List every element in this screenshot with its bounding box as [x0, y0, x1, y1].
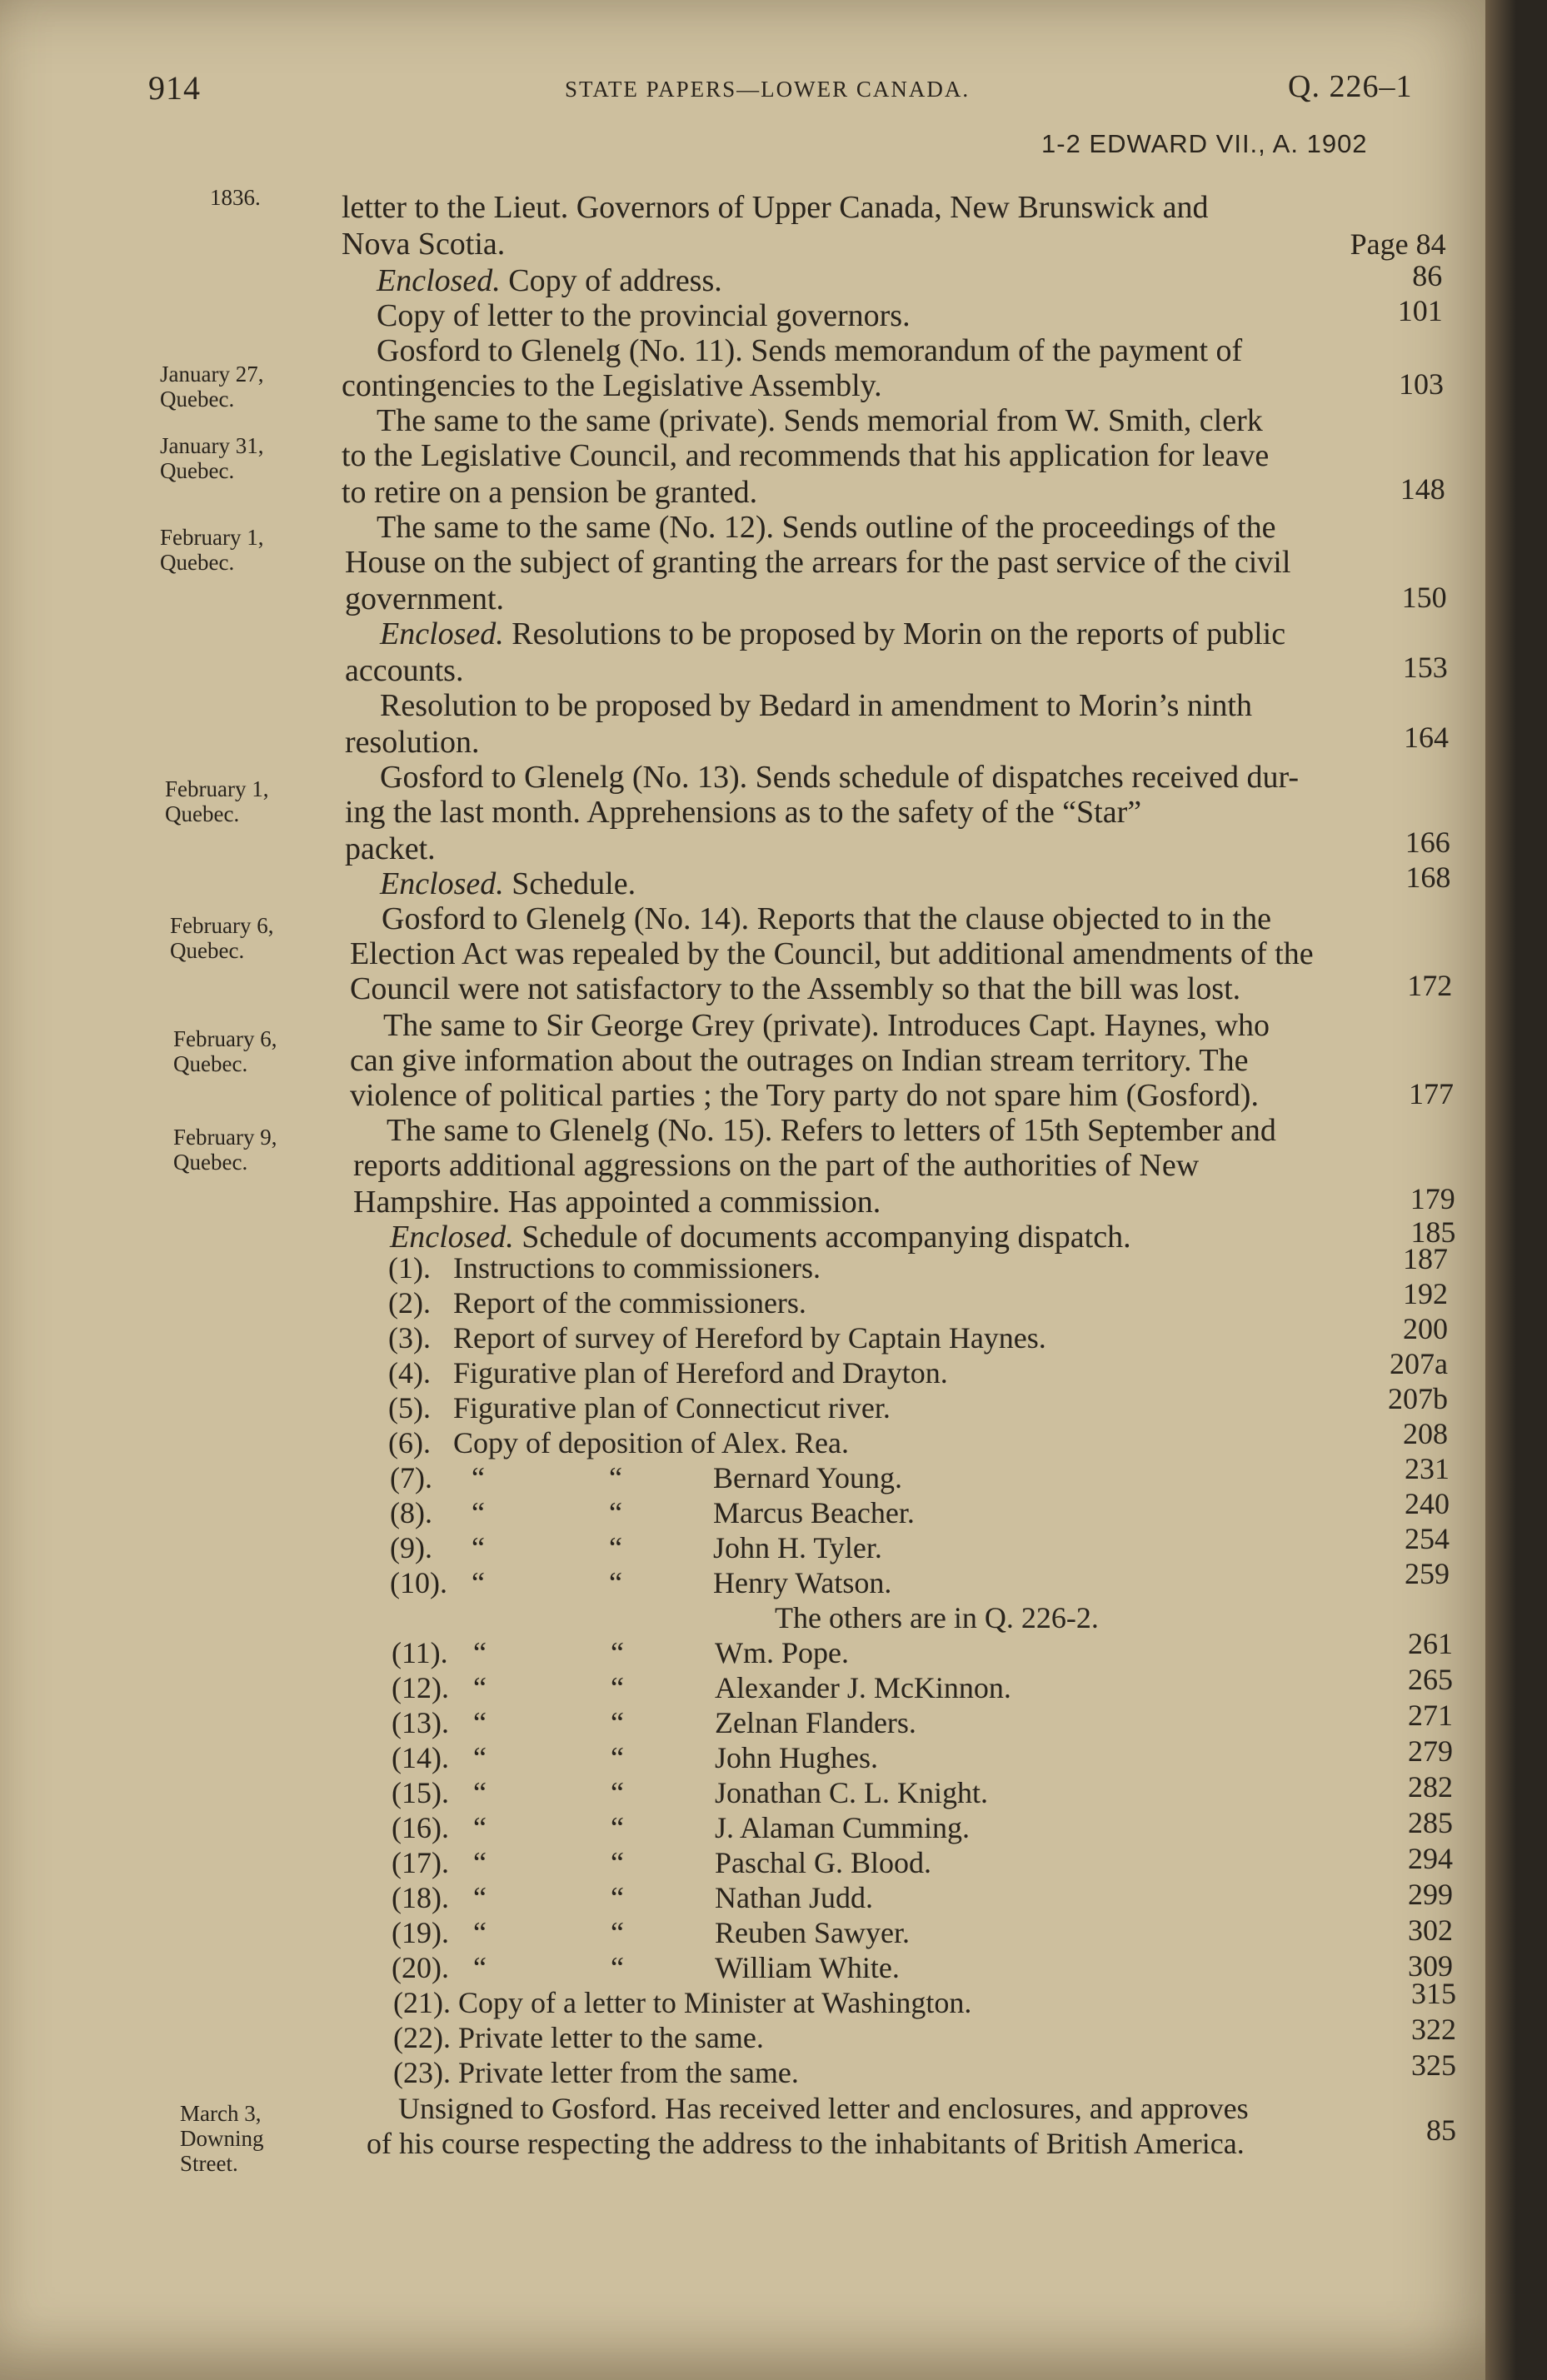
ditto-marks: “ “: [472, 1461, 622, 1494]
line-text: Election Act was repealed by the Council, but additional amendments of the: [350, 936, 1314, 971]
ditto-marks: “ “: [473, 1741, 624, 1774]
item-number: (6).: [388, 1426, 431, 1459]
text-line: [342, 438, 1269, 473]
item-number: (23).: [393, 2056, 451, 2089]
item-text: Private letter to the same.: [458, 2021, 764, 2054]
ditto-marks: “ “: [473, 1671, 624, 1704]
text-line: [383, 1008, 1270, 1043]
ditto-marks: “ “: [473, 1881, 624, 1914]
page-reference: 285: [1408, 1806, 1453, 1839]
margin-note: February 1, Quebec.: [165, 776, 269, 826]
text-line: [350, 971, 1240, 1006]
deponent-name: Henry Watson.: [713, 1566, 892, 1599]
page-reference: 86: [1412, 259, 1443, 292]
page-reference: 325: [1411, 2048, 1456, 2082]
item-text: Figurative plan of Connecticut river.: [453, 1391, 891, 1425]
text-line: [377, 403, 1263, 438]
line-text: to the Legislative Council, and recommends that his application for leave: [342, 438, 1270, 473]
deposition-item: [392, 1951, 900, 1984]
deponent-name: Bernard Young.: [713, 1461, 903, 1494]
text-line: [353, 1185, 881, 1220]
deposition-item: [392, 1776, 988, 1809]
deponent-name: Jonathan C. L. Knight.: [715, 1776, 988, 1809]
volume-reference: Q. 226–1: [1288, 69, 1413, 104]
page-reference: 164: [1404, 721, 1449, 754]
text-line: [380, 688, 1252, 723]
page-reference: 179: [1410, 1182, 1455, 1215]
line-text: House on the subject of granting the arrears for the past service of the civil: [345, 545, 1291, 580]
deponent-name: Wm. Pope.: [715, 1636, 849, 1669]
text-line: [380, 616, 1285, 651]
margin-note: February 1, Quebec.: [160, 525, 264, 575]
page-reference: 261: [1408, 1627, 1453, 1660]
ditto-marks: “ “: [473, 1811, 624, 1844]
text-line: [377, 298, 911, 333]
text-line: [377, 510, 1276, 545]
item-number: (18).: [392, 1881, 449, 1914]
deponent-name: Reuben Sawyer.: [715, 1916, 910, 1949]
text-line: [345, 581, 504, 616]
item-text: Private letter from the same.: [458, 2056, 799, 2089]
ditto-marks: “ “: [472, 1566, 622, 1599]
page-reference: 153: [1402, 651, 1448, 684]
item-number: (10).: [390, 1566, 447, 1599]
line-text: contingencies to the Legislative Assembly.: [342, 368, 882, 403]
text-line: [345, 725, 479, 760]
page-number: 914: [148, 69, 201, 107]
enclosure-item: [393, 2021, 764, 2054]
ditto-marks: “ “: [473, 1846, 624, 1879]
line-text: Council were not satisfactory to the Assembly so that the bill was lost.: [350, 971, 1241, 1006]
line-text: government.: [345, 581, 505, 616]
item-number: (12).: [392, 1671, 449, 1704]
line-text: violence of political parties ; the Tory party do not spare him (Gosford).: [350, 1078, 1259, 1113]
deponent-name: John Hughes.: [715, 1741, 878, 1774]
text-line: [345, 545, 1290, 580]
deposition-item: [390, 1531, 882, 1564]
running-title: STATE PAPERS—LOWER CANADA.: [565, 77, 971, 102]
item-number: (14).: [392, 1741, 449, 1774]
page-reference: 208: [1403, 1417, 1448, 1450]
line-text: Copy of letter to the provincial governors.: [377, 298, 911, 333]
text-line: [342, 227, 505, 262]
line-text: Copy of address.: [500, 263, 722, 298]
item-number: (21).: [393, 1986, 451, 2019]
page-reference: 207a: [1390, 1347, 1448, 1380]
enclosed-label: Enclosed.: [390, 1220, 514, 1255]
enclosure-item: [388, 1321, 1046, 1355]
page-reference: 315: [1411, 1977, 1456, 2010]
item-number: (11).: [392, 1636, 448, 1669]
text-line: [345, 795, 1141, 830]
text-line: [380, 866, 636, 901]
item-text: Copy of deposition of Alex. Rea.: [453, 1426, 849, 1459]
enclosure-item: [393, 1986, 971, 2019]
page-reference: 177: [1409, 1077, 1454, 1110]
page-reference: 254: [1405, 1522, 1450, 1555]
margin-note: January 27, Quebec.: [160, 362, 264, 412]
text-line: [390, 1220, 1131, 1255]
line-text: resolution.: [345, 725, 480, 760]
text-line: [353, 1148, 1199, 1183]
deponent-name: Paschal G. Blood.: [715, 1846, 931, 1879]
item-number: (19).: [392, 1916, 449, 1949]
text-line: [377, 333, 1242, 368]
line-text: The same to Sir George Grey (private). Introduces Capt. Haynes, who: [383, 1008, 1270, 1043]
enclosed-label: Enclosed.: [380, 866, 504, 901]
ditto-marks: “ “: [473, 1951, 624, 1984]
line-text: Hampshire. Has appointed a commission.: [353, 1185, 881, 1220]
deposition-item: [392, 1741, 878, 1774]
line-text: Schedule.: [503, 866, 636, 901]
line-text: packet.: [345, 831, 436, 866]
item-number: (20).: [392, 1951, 449, 1984]
text-line: [350, 1043, 1248, 1078]
enclosure-item: [388, 1426, 849, 1459]
deponent-name: Zelnan Flanders.: [715, 1706, 916, 1739]
page-reference: 166: [1405, 826, 1450, 859]
margin-note: January 31, Quebec.: [160, 433, 264, 483]
line-text: Resolution to be proposed by Bedard in amendment to Morin’s ninth: [380, 688, 1252, 723]
margin-note: February 6, Quebec.: [173, 1026, 277, 1076]
page-reference: 231: [1405, 1452, 1450, 1485]
text-line: [342, 368, 882, 403]
page-reference: 187: [1403, 1242, 1448, 1275]
line-text: Nova Scotia.: [342, 227, 506, 262]
deponent-name: J. Alaman Cumming.: [715, 1811, 970, 1844]
page-reference: 259: [1405, 1557, 1450, 1590]
line-text: Gosford to Glenelg (No. 13). Sends schedule of dispatches received dur-: [380, 760, 1300, 795]
line-text: Resolutions to be proposed by Morin on the reports of public: [503, 616, 1286, 651]
closing-line: Unsigned to Gosford. Has received letter and enclosures, and approves: [398, 2092, 1249, 2125]
enclosed-label: Enclosed.: [377, 263, 501, 298]
enclosure-item: [388, 1286, 806, 1320]
page-reference: 148: [1400, 472, 1445, 506]
page-reference: 271: [1408, 1699, 1453, 1732]
page-reference: 85: [1426, 2113, 1456, 2147]
page-reference: Page 84: [1350, 227, 1446, 261]
item-number: (4).: [388, 1356, 431, 1390]
text-line: [350, 1078, 1259, 1113]
margin-note: February 6, Quebec.: [170, 913, 274, 963]
deponent-name: John H. Tyler.: [713, 1531, 882, 1564]
item-number: (7).: [390, 1461, 432, 1494]
enclosed-label: Enclosed.: [380, 616, 504, 651]
deposition-item: [392, 1636, 849, 1669]
enclosure-item: [388, 1391, 891, 1425]
ditto-marks: “ “: [473, 1706, 624, 1739]
page-reference: 192: [1403, 1277, 1448, 1310]
item-text: Report of the commissioners.: [453, 1286, 806, 1320]
ditto-marks: “ “: [472, 1496, 622, 1529]
text-line: [382, 901, 1271, 936]
deponent-name: William White.: [715, 1951, 900, 1984]
text-line: [345, 653, 463, 688]
book-spine: [1485, 0, 1516, 2380]
item-number: (13).: [392, 1706, 449, 1739]
page-reference: 101: [1397, 294, 1443, 327]
item-text: Instructions to commissioners.: [453, 1251, 821, 1285]
ditto-marks: “ “: [472, 1531, 622, 1564]
page-reference: 172: [1407, 969, 1453, 1002]
line-text: Gosford to Glenelg (No. 14). Reports that the clause objected to in the: [382, 901, 1271, 936]
line-text: ing the last month. Apprehensions as to the safety of the “Star”: [345, 795, 1142, 830]
deposition-item: [390, 1566, 891, 1599]
page-reference: 265: [1408, 1663, 1453, 1696]
page-reference: 279: [1408, 1734, 1453, 1768]
line-text: The same to the same (No. 12). Sends outline of the proceedings of the: [377, 510, 1276, 545]
enclosure-item: [388, 1356, 948, 1390]
text-line: [345, 831, 436, 866]
item-number: (15).: [392, 1776, 449, 1809]
text-line: [350, 936, 1314, 971]
deponent-name: Marcus Beacher.: [713, 1496, 915, 1529]
line-text: accounts.: [345, 653, 464, 688]
closing-line: of his course respecting the address to the inhabitants of British America.: [367, 2127, 1245, 2160]
line-text: The same to Glenelg (No. 15). Refers to letters of 15th September and: [387, 1113, 1276, 1148]
page-reference: 294: [1408, 1842, 1453, 1875]
line-text: letter to the Lieut. Governors of Upper Canada, New Brunswick and: [342, 190, 1209, 225]
text-line: [342, 475, 757, 510]
line-text: Gosford to Glenelg (No. 11). Sends memorandum of the payment of: [377, 333, 1243, 368]
page-reference: 309: [1408, 1949, 1453, 1983]
text-line: [380, 760, 1299, 795]
item-text: Copy of a letter to Minister at Washington.: [458, 1986, 972, 2019]
item-number: (8).: [390, 1496, 432, 1529]
deposition-item: [392, 1706, 916, 1739]
item-text: Report of survey of Hereford by Captain Haynes.: [453, 1321, 1046, 1355]
item-number: (22).: [393, 2021, 451, 2054]
item-number: (1).: [388, 1251, 431, 1285]
page-reference: 302: [1408, 1913, 1453, 1947]
item-number: (5).: [388, 1391, 431, 1425]
page-reference: 103: [1399, 367, 1444, 401]
line-text: The same to the same (private). Sends memorial from W. Smith, clerk: [377, 403, 1263, 438]
line-text: can give information about the outrages on Indian stream territory. The: [350, 1043, 1249, 1078]
page-reference: 240: [1405, 1487, 1450, 1520]
line-text: to retire on a pension be granted.: [342, 475, 758, 510]
ditto-marks: “ “: [473, 1636, 624, 1669]
page-reference: 168: [1405, 861, 1451, 894]
session-heading: 1-2 EDWARD VII., A. 1902: [1041, 129, 1368, 158]
cross-reference-note: The others are in Q. 226-2.: [775, 1601, 1099, 1634]
margin-note: March 3, Downing Street.: [180, 2101, 264, 2176]
item-number: (16).: [392, 1811, 449, 1844]
item-number: (2).: [388, 1286, 431, 1320]
item-number: (17).: [392, 1846, 449, 1879]
margin-note: 1836.: [210, 185, 261, 210]
deposition-item: [392, 1916, 910, 1949]
ditto-marks: “ “: [473, 1916, 624, 1949]
enclosure-item: [388, 1251, 821, 1285]
page-reference: 299: [1408, 1878, 1453, 1911]
deposition-item: [390, 1496, 915, 1529]
page-reference: 282: [1408, 1770, 1453, 1804]
item-number: (3).: [388, 1321, 431, 1355]
deposition-item: [392, 1811, 970, 1844]
deposition-item: [392, 1671, 1011, 1704]
text-line: [387, 1113, 1276, 1148]
item-text: Figurative plan of Hereford and Drayton.: [453, 1356, 948, 1390]
text-line: [342, 190, 1208, 225]
deponent-name: Nathan Judd.: [715, 1881, 873, 1914]
text-line: [377, 263, 722, 298]
deposition-item: [390, 1461, 902, 1494]
page-reference: 200: [1403, 1312, 1448, 1345]
page-reference: 185: [1410, 1215, 1456, 1249]
line-text: reports additional aggressions on the part of the authorities of New: [353, 1148, 1200, 1183]
page-reference: 150: [1401, 581, 1447, 614]
margin-note: February 9, Quebec.: [173, 1125, 277, 1175]
deposition-item: [392, 1881, 873, 1914]
deposition-item: [392, 1846, 931, 1879]
page-reference: 207b: [1388, 1382, 1448, 1415]
deponent-name: Alexander J. McKinnon.: [715, 1671, 1011, 1704]
line-text: Schedule of documents accompanying dispatch.: [513, 1220, 1131, 1255]
item-number: (9).: [390, 1531, 432, 1564]
ditto-marks: “ “: [473, 1776, 624, 1809]
page-reference: 322: [1411, 2013, 1456, 2046]
enclosure-item: [393, 2056, 799, 2089]
